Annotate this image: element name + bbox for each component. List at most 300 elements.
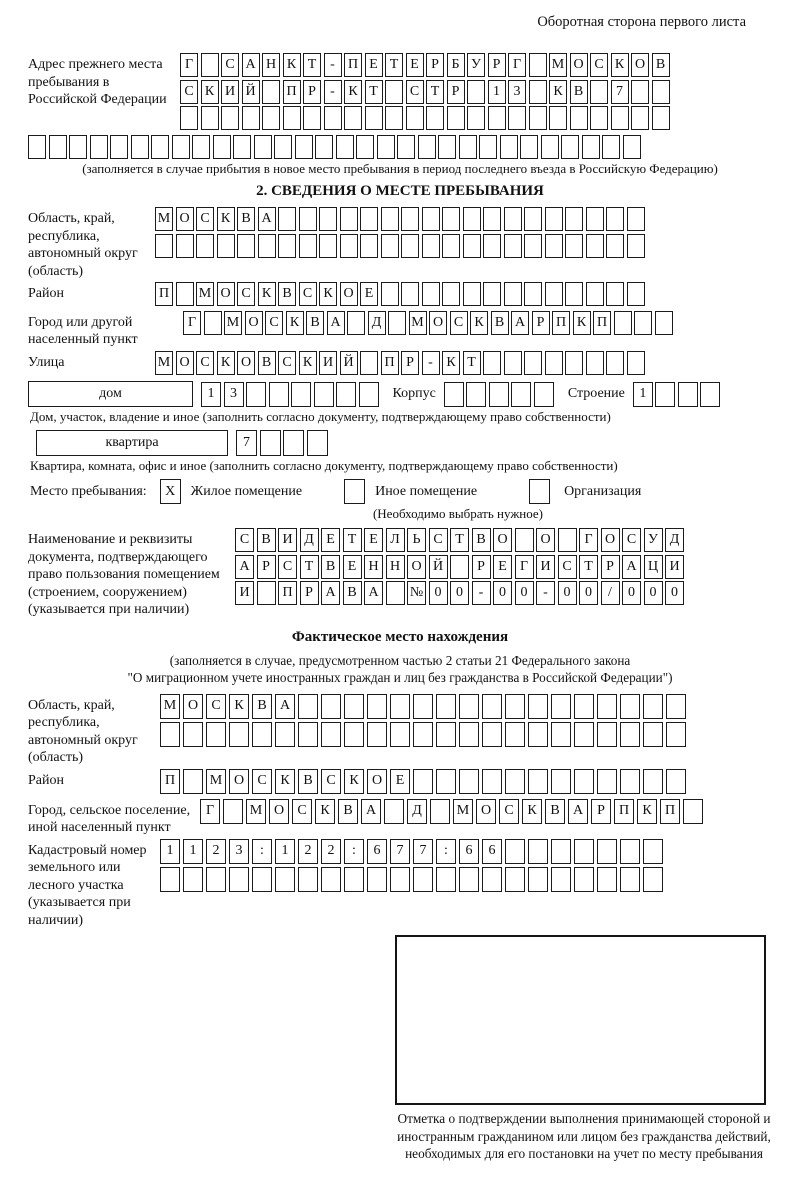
char-cell[interactable]: [377, 135, 395, 159]
char-cell[interactable]: [529, 53, 547, 77]
char-cell[interactable]: [467, 80, 485, 104]
char-cell[interactable]: [381, 282, 399, 306]
char-cell[interactable]: С: [292, 799, 312, 824]
char-cell[interactable]: П: [381, 351, 399, 375]
char-cell[interactable]: [217, 234, 235, 258]
char-cell[interactable]: О: [245, 311, 263, 335]
char-cell[interactable]: С: [278, 555, 297, 579]
char-cell[interactable]: [344, 867, 364, 892]
char-cell[interactable]: [582, 135, 600, 159]
char-cell[interactable]: К: [319, 282, 337, 306]
char-cell[interactable]: [515, 528, 534, 552]
char-cell[interactable]: [459, 769, 479, 794]
char-cell[interactable]: [534, 382, 554, 407]
char-cell[interactable]: [545, 234, 563, 258]
char-cell[interactable]: А: [327, 311, 345, 335]
char-cell[interactable]: [246, 382, 266, 407]
char-cell[interactable]: [459, 694, 479, 719]
char-cell[interactable]: А: [361, 799, 381, 824]
char-cell[interactable]: Р: [488, 53, 506, 77]
char-cell[interactable]: [545, 207, 563, 231]
char-cell[interactable]: [321, 867, 341, 892]
char-cell[interactable]: Ц: [644, 555, 663, 579]
char-cell[interactable]: [620, 722, 640, 747]
char-cell[interactable]: К: [283, 53, 301, 77]
char-cell[interactable]: [606, 234, 624, 258]
char-cell[interactable]: [561, 135, 579, 159]
char-cell[interactable]: К: [258, 282, 276, 306]
char-cell[interactable]: [620, 867, 640, 892]
char-cell[interactable]: [299, 234, 317, 258]
char-cell[interactable]: Е: [364, 528, 383, 552]
char-cell[interactable]: [627, 351, 645, 375]
char-cell[interactable]: [508, 106, 526, 130]
char-cell[interactable]: К: [344, 80, 362, 104]
char-cell[interactable]: О: [429, 311, 447, 335]
char-cell[interactable]: [447, 106, 465, 130]
char-cell[interactable]: У: [467, 53, 485, 77]
char-cell[interactable]: К: [315, 799, 335, 824]
char-cell[interactable]: Й: [340, 351, 358, 375]
char-cell[interactable]: [643, 722, 663, 747]
char-cell[interactable]: [620, 769, 640, 794]
char-cell[interactable]: 1: [201, 382, 221, 407]
char-cell[interactable]: [401, 207, 419, 231]
char-cell[interactable]: 1: [183, 839, 203, 864]
char-cell[interactable]: П: [160, 769, 180, 794]
char-cell[interactable]: [340, 207, 358, 231]
char-cell[interactable]: [505, 722, 525, 747]
char-cell[interactable]: О: [601, 528, 620, 552]
char-cell[interactable]: [413, 769, 433, 794]
char-cell[interactable]: [545, 351, 563, 375]
char-cell[interactable]: И: [221, 80, 239, 104]
char-cell[interactable]: [459, 135, 477, 159]
char-cell[interactable]: [390, 867, 410, 892]
char-cell[interactable]: [252, 722, 272, 747]
char-cell[interactable]: [597, 839, 617, 864]
char-cell[interactable]: [511, 382, 531, 407]
char-cell[interactable]: А: [275, 694, 295, 719]
char-cell[interactable]: [385, 80, 403, 104]
char-cell[interactable]: Н: [364, 555, 383, 579]
char-cell[interactable]: [275, 867, 295, 892]
char-cell[interactable]: И: [665, 555, 684, 579]
char-cell[interactable]: М: [196, 282, 214, 306]
char-cell[interactable]: [551, 839, 571, 864]
char-cell[interactable]: Т: [385, 53, 403, 77]
char-cell[interactable]: [504, 207, 522, 231]
char-cell[interactable]: Г: [508, 53, 526, 77]
char-cell[interactable]: 0: [665, 581, 684, 605]
char-cell[interactable]: [463, 207, 481, 231]
char-cell[interactable]: М: [549, 53, 567, 77]
char-cell[interactable]: [390, 722, 410, 747]
char-cell[interactable]: :: [436, 839, 456, 864]
char-cell[interactable]: [558, 528, 577, 552]
char-cell[interactable]: [401, 234, 419, 258]
char-cell[interactable]: [196, 234, 214, 258]
char-cell[interactable]: Н: [386, 555, 405, 579]
char-cell[interactable]: С: [196, 207, 214, 231]
char-cell[interactable]: Д: [407, 799, 427, 824]
char-cell[interactable]: [700, 382, 720, 407]
char-cell[interactable]: [590, 80, 608, 104]
checkbox-organization[interactable]: [529, 479, 550, 504]
char-cell[interactable]: Е: [406, 53, 424, 77]
char-cell[interactable]: [319, 207, 337, 231]
char-cell[interactable]: М: [453, 799, 473, 824]
char-cell[interactable]: [206, 867, 226, 892]
char-cell[interactable]: [631, 106, 649, 130]
char-cell[interactable]: М: [409, 311, 427, 335]
char-cell[interactable]: [356, 135, 374, 159]
char-cell[interactable]: К: [217, 207, 235, 231]
char-cell[interactable]: М: [224, 311, 242, 335]
char-cell[interactable]: [606, 282, 624, 306]
char-cell[interactable]: К: [611, 53, 629, 77]
char-cell[interactable]: П: [614, 799, 634, 824]
char-cell[interactable]: В: [258, 351, 276, 375]
char-cell[interactable]: Д: [368, 311, 386, 335]
char-cell[interactable]: [397, 135, 415, 159]
char-cell[interactable]: [381, 234, 399, 258]
char-cell[interactable]: №: [407, 581, 426, 605]
char-cell[interactable]: [49, 135, 67, 159]
char-cell[interactable]: [303, 106, 321, 130]
char-cell[interactable]: [413, 694, 433, 719]
char-cell[interactable]: [450, 555, 469, 579]
char-cell[interactable]: 0: [622, 581, 641, 605]
char-cell[interactable]: Е: [365, 53, 383, 77]
char-cell[interactable]: [482, 694, 502, 719]
char-cell[interactable]: [597, 867, 617, 892]
char-cell[interactable]: [504, 234, 522, 258]
char-cell[interactable]: 0: [429, 581, 448, 605]
char-cell[interactable]: Т: [343, 528, 362, 552]
char-cell[interactable]: [504, 282, 522, 306]
char-cell[interactable]: К: [299, 351, 317, 375]
char-cell[interactable]: К: [275, 769, 295, 794]
char-cell[interactable]: И: [235, 581, 254, 605]
char-cell[interactable]: [586, 207, 604, 231]
char-cell[interactable]: [278, 234, 296, 258]
char-cell[interactable]: [597, 722, 617, 747]
char-cell[interactable]: [528, 722, 548, 747]
char-cell[interactable]: С: [429, 528, 448, 552]
char-cell[interactable]: К: [573, 311, 591, 335]
char-cell[interactable]: И: [536, 555, 555, 579]
char-cell[interactable]: Т: [426, 80, 444, 104]
char-cell[interactable]: Т: [463, 351, 481, 375]
char-cell[interactable]: [655, 311, 673, 335]
char-cell[interactable]: 0: [558, 581, 577, 605]
char-cell[interactable]: А: [568, 799, 588, 824]
char-cell[interactable]: В: [545, 799, 565, 824]
char-cell[interactable]: [683, 799, 703, 824]
char-cell[interactable]: С: [180, 80, 198, 104]
char-cell[interactable]: О: [176, 351, 194, 375]
char-cell[interactable]: [614, 311, 632, 335]
char-cell[interactable]: П: [283, 80, 301, 104]
char-cell[interactable]: В: [652, 53, 670, 77]
char-cell[interactable]: 0: [493, 581, 512, 605]
char-cell[interactable]: Р: [303, 80, 321, 104]
char-cell[interactable]: А: [258, 207, 276, 231]
char-cell[interactable]: [183, 769, 203, 794]
char-cell[interactable]: [151, 135, 169, 159]
char-cell[interactable]: [262, 80, 280, 104]
char-cell[interactable]: 7: [236, 430, 257, 456]
char-cell[interactable]: У: [644, 528, 663, 552]
char-cell[interactable]: 0: [515, 581, 534, 605]
char-cell[interactable]: [482, 867, 502, 892]
char-cell[interactable]: [528, 867, 548, 892]
char-cell[interactable]: [602, 135, 620, 159]
char-cell[interactable]: [442, 207, 460, 231]
char-cell[interactable]: [422, 282, 440, 306]
char-cell[interactable]: [283, 430, 304, 456]
char-cell[interactable]: [344, 694, 364, 719]
char-cell[interactable]: А: [235, 555, 254, 579]
char-cell[interactable]: 1: [275, 839, 295, 864]
char-cell[interactable]: Г: [579, 528, 598, 552]
char-cell[interactable]: А: [511, 311, 529, 335]
char-cell[interactable]: М: [155, 351, 173, 375]
char-cell[interactable]: Р: [300, 581, 319, 605]
char-cell[interactable]: П: [660, 799, 680, 824]
char-cell[interactable]: [528, 769, 548, 794]
char-cell[interactable]: С: [278, 351, 296, 375]
char-cell[interactable]: [324, 106, 342, 130]
char-cell[interactable]: Г: [183, 311, 201, 335]
char-cell[interactable]: Р: [401, 351, 419, 375]
char-cell[interactable]: [459, 867, 479, 892]
char-cell[interactable]: К: [442, 351, 460, 375]
char-cell[interactable]: [444, 382, 464, 407]
char-cell[interactable]: [565, 234, 583, 258]
char-cell[interactable]: [643, 769, 663, 794]
char-cell[interactable]: [529, 106, 547, 130]
char-cell[interactable]: Р: [601, 555, 620, 579]
char-cell[interactable]: [643, 867, 663, 892]
char-cell[interactable]: [204, 311, 222, 335]
char-cell[interactable]: М: [246, 799, 266, 824]
char-cell[interactable]: [252, 867, 272, 892]
char-cell[interactable]: В: [278, 282, 296, 306]
char-cell[interactable]: [442, 282, 460, 306]
char-cell[interactable]: Р: [532, 311, 550, 335]
char-cell[interactable]: С: [221, 53, 239, 77]
char-cell[interactable]: К: [201, 80, 219, 104]
char-cell[interactable]: [438, 135, 456, 159]
char-cell[interactable]: С: [321, 769, 341, 794]
char-cell[interactable]: -: [324, 53, 342, 77]
char-cell[interactable]: Г: [515, 555, 534, 579]
char-cell[interactable]: 6: [367, 839, 387, 864]
char-cell[interactable]: [620, 694, 640, 719]
char-cell[interactable]: [344, 722, 364, 747]
char-cell[interactable]: [229, 867, 249, 892]
char-cell[interactable]: [275, 722, 295, 747]
char-cell[interactable]: О: [237, 351, 255, 375]
char-cell[interactable]: [347, 311, 365, 335]
char-cell[interactable]: -: [536, 581, 555, 605]
char-cell[interactable]: [381, 207, 399, 231]
char-cell[interactable]: [505, 867, 525, 892]
char-cell[interactable]: [426, 106, 444, 130]
char-cell[interactable]: С: [206, 694, 226, 719]
char-cell[interactable]: Д: [300, 528, 319, 552]
char-cell[interactable]: :: [344, 839, 364, 864]
char-cell[interactable]: [479, 135, 497, 159]
char-cell[interactable]: С: [499, 799, 519, 824]
char-cell[interactable]: -: [422, 351, 440, 375]
char-cell[interactable]: [298, 722, 318, 747]
char-cell[interactable]: В: [338, 799, 358, 824]
char-cell[interactable]: Е: [390, 769, 410, 794]
char-cell[interactable]: [237, 234, 255, 258]
char-cell[interactable]: [160, 867, 180, 892]
char-cell[interactable]: [298, 867, 318, 892]
char-cell[interactable]: [666, 722, 686, 747]
char-cell[interactable]: [611, 106, 629, 130]
char-cell[interactable]: [606, 207, 624, 231]
char-cell[interactable]: Т: [300, 555, 319, 579]
char-cell[interactable]: [436, 769, 456, 794]
char-cell[interactable]: [274, 135, 292, 159]
char-cell[interactable]: [229, 722, 249, 747]
char-cell[interactable]: О: [183, 694, 203, 719]
char-cell[interactable]: [260, 430, 281, 456]
char-cell[interactable]: [666, 694, 686, 719]
char-cell[interactable]: Е: [493, 555, 512, 579]
char-cell[interactable]: К: [286, 311, 304, 335]
char-cell[interactable]: Р: [472, 555, 491, 579]
char-cell[interactable]: Т: [303, 53, 321, 77]
checkbox-other-premises[interactable]: [344, 479, 365, 504]
char-cell[interactable]: [570, 106, 588, 130]
char-cell[interactable]: [652, 106, 670, 130]
char-cell[interactable]: Н: [262, 53, 280, 77]
char-cell[interactable]: О: [176, 207, 194, 231]
char-cell[interactable]: [549, 106, 567, 130]
char-cell[interactable]: С: [299, 282, 317, 306]
char-cell[interactable]: 7: [413, 839, 433, 864]
char-cell[interactable]: [678, 382, 698, 407]
char-cell[interactable]: С: [265, 311, 283, 335]
char-cell[interactable]: П: [552, 311, 570, 335]
char-cell[interactable]: [180, 106, 198, 130]
char-cell[interactable]: Р: [257, 555, 276, 579]
char-cell[interactable]: 1: [488, 80, 506, 104]
char-cell[interactable]: [233, 135, 251, 159]
char-cell[interactable]: [574, 694, 594, 719]
char-cell[interactable]: [500, 135, 518, 159]
char-cell[interactable]: [565, 207, 583, 231]
char-cell[interactable]: [344, 106, 362, 130]
char-cell[interactable]: [28, 135, 46, 159]
char-cell[interactable]: [176, 234, 194, 258]
char-cell[interactable]: [422, 234, 440, 258]
char-cell[interactable]: [631, 80, 649, 104]
char-cell[interactable]: 2: [206, 839, 226, 864]
char-cell[interactable]: Е: [321, 528, 340, 552]
char-cell[interactable]: [401, 282, 419, 306]
char-cell[interactable]: [574, 769, 594, 794]
char-cell[interactable]: [340, 234, 358, 258]
char-cell[interactable]: [643, 839, 663, 864]
char-cell[interactable]: [291, 382, 311, 407]
char-cell[interactable]: -: [472, 581, 491, 605]
char-cell[interactable]: 3: [508, 80, 526, 104]
char-cell[interactable]: [627, 207, 645, 231]
checkbox-residential[interactable]: X: [160, 479, 181, 504]
char-cell[interactable]: [257, 581, 276, 605]
char-cell[interactable]: 6: [482, 839, 502, 864]
char-cell[interactable]: [586, 351, 604, 375]
char-cell[interactable]: [299, 207, 317, 231]
char-cell[interactable]: [483, 234, 501, 258]
char-cell[interactable]: С: [237, 282, 255, 306]
char-cell[interactable]: 0: [644, 581, 663, 605]
char-cell[interactable]: [574, 722, 594, 747]
char-cell[interactable]: [367, 694, 387, 719]
char-cell[interactable]: [413, 722, 433, 747]
char-cell[interactable]: К: [470, 311, 488, 335]
char-cell[interactable]: [385, 106, 403, 130]
char-cell[interactable]: И: [278, 528, 297, 552]
char-cell[interactable]: В: [491, 311, 509, 335]
char-cell[interactable]: [295, 135, 313, 159]
char-cell[interactable]: Д: [665, 528, 684, 552]
char-cell[interactable]: 6: [459, 839, 479, 864]
char-cell[interactable]: [634, 311, 652, 335]
char-cell[interactable]: М: [160, 694, 180, 719]
char-cell[interactable]: Р: [591, 799, 611, 824]
char-cell[interactable]: [390, 694, 410, 719]
char-cell[interactable]: [597, 694, 617, 719]
char-cell[interactable]: В: [237, 207, 255, 231]
char-cell[interactable]: [201, 53, 219, 77]
char-cell[interactable]: [422, 207, 440, 231]
char-cell[interactable]: П: [155, 282, 173, 306]
char-cell[interactable]: [528, 694, 548, 719]
char-cell[interactable]: С: [235, 528, 254, 552]
char-cell[interactable]: Р: [426, 53, 444, 77]
char-cell[interactable]: 2: [298, 839, 318, 864]
char-cell[interactable]: А: [622, 555, 641, 579]
char-cell[interactable]: [278, 207, 296, 231]
char-cell[interactable]: П: [278, 581, 297, 605]
char-cell[interactable]: Е: [343, 555, 362, 579]
char-cell[interactable]: В: [306, 311, 324, 335]
char-cell[interactable]: 0: [450, 581, 469, 605]
char-cell[interactable]: [655, 382, 675, 407]
char-cell[interactable]: [489, 382, 509, 407]
char-cell[interactable]: А: [364, 581, 383, 605]
char-cell[interactable]: В: [252, 694, 272, 719]
char-cell[interactable]: [213, 135, 231, 159]
char-cell[interactable]: [586, 282, 604, 306]
char-cell[interactable]: [483, 282, 501, 306]
char-cell[interactable]: О: [367, 769, 387, 794]
char-cell[interactable]: [360, 234, 378, 258]
char-cell[interactable]: [565, 351, 583, 375]
char-cell[interactable]: [321, 694, 341, 719]
char-cell[interactable]: А: [321, 581, 340, 605]
char-cell[interactable]: [597, 769, 617, 794]
